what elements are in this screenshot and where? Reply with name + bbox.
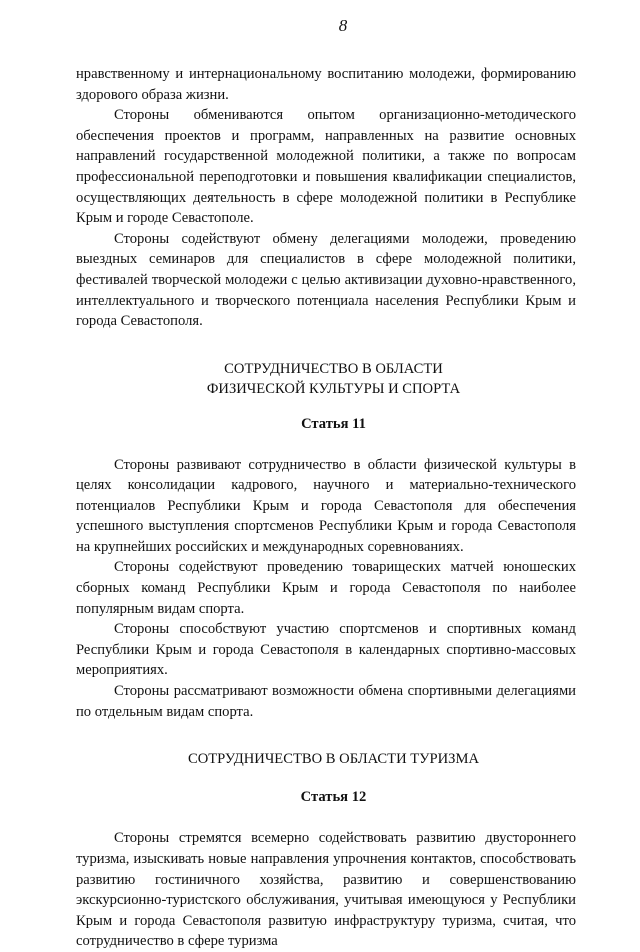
section-heading-tourism: СОТРУДНИЧЕСТВО В ОБЛАСТИ ТУРИЗМА <box>187 751 479 768</box>
paragraph-continuation: нравственному и интернациональному воспитанию молодежи, формированию здорового образа жизни. <box>76 66 576 103</box>
paragraph-tourism-cooperation: Стороны стремятся всемерно содействовать развитию двустороннего туризма, изыскивать новые направления упрочнения контактов, способствовать развитию гостиничного хозяйства, развитию и совершенствованию экскурсионно-туристского обслуживания, учитывая имеющуюся у Республики Крым и города Севастополя развитую инфраструктуру туризма, считая, что сотрудничество в сфере туризма <box>76 830 576 950</box>
paragraph-sport-delegations: Стороны рассматривают возможности обмена спортивными делегациями по отдельным видам спорта. <box>76 683 576 720</box>
paragraph-experience-exchange: Стороны обмениваются опытом организационно-методического обеспечения проектов и программ, направленных на развитие основных направлений государственной молодежной политики, а также по вопросам профессиональной переподготовки и повышения квалификации специалистов, осуществляющих деятельность в сфере молодежной политики в Республике Крым и городе Севастополе. <box>76 107 576 227</box>
page-number: 8 <box>338 16 348 35</box>
section-heading-sport-line1: СОТРУДНИЧЕСТВО В ОБЛАСТИ <box>224 360 443 377</box>
paragraph-friendly-matches: Стороны содействуют проведению товарищеских матчей юношеских сборных команд Республики Крым и города Севастополя по наиболее популярным видам спорта. <box>76 559 576 617</box>
paragraph-sport-cooperation: Стороны развивают сотрудничество в области физической культуры в целях консолидации кадрового, научного и материально-технического потенциалов Республики Крым и города Севастополя для обеспечения успешного выступления спортсменов Республики Крым и города Севастополя на крупнейших российских и международных соревнованиях. <box>76 456 576 555</box>
article-11-heading: Статья 11 <box>301 415 366 432</box>
paragraph-youth-delegations: Стороны содействуют обмену делегациями молодежи, проведению выездных семинаров для специалистов в сфере молодежной политики, фестивалей творческой молодежи с целью активизации духовно-нравственного, интеллектуального и творческого потенциала населения Республики Крым и города Севастополя. <box>76 230 576 330</box>
section-heading-sport-line2: ФИЗИЧЕСКОЙ КУЛЬТУРЫ И СПОРТА <box>206 381 461 398</box>
document-body <box>76 64 576 952</box>
article-12-heading: Статья 12 <box>300 788 367 805</box>
paragraph-sport-events: Стороны способствуют участию спортсменов и спортивных команд Республики Крым и города Севастополя в календарных спортивно-массовых мероприятиях. <box>76 621 576 679</box>
